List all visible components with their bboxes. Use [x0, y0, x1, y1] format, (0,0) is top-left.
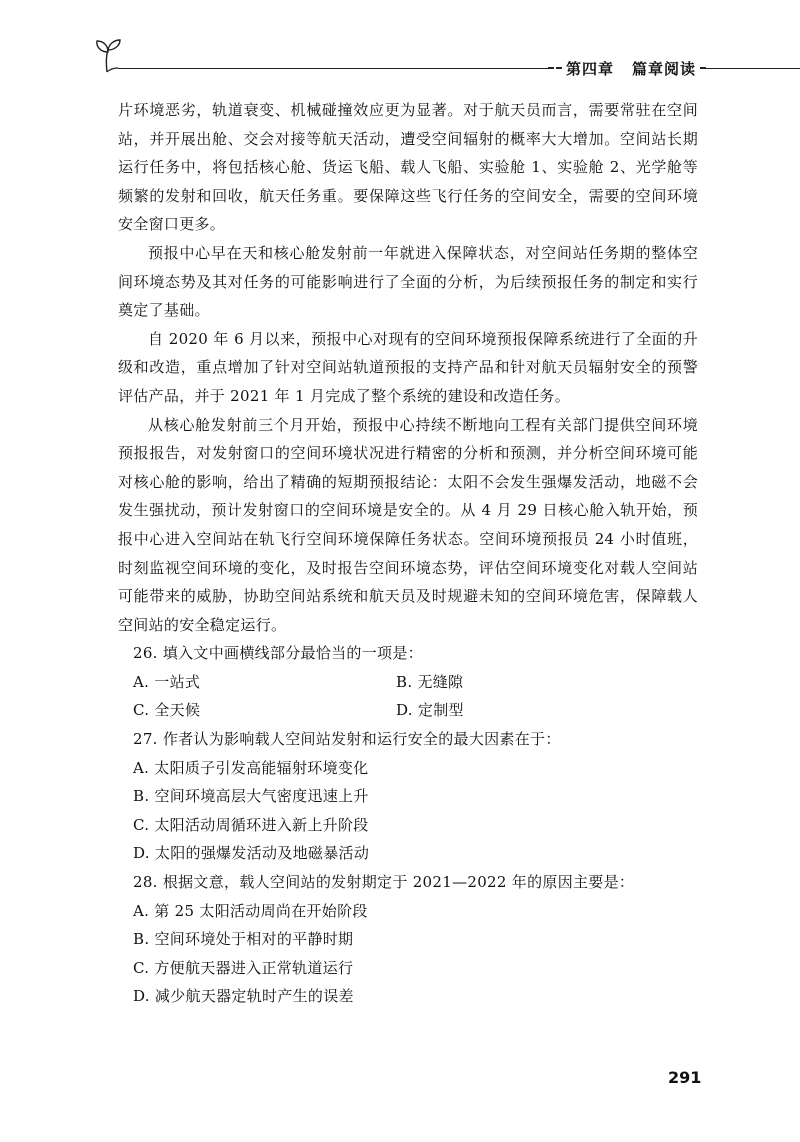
- option-c: C. 全天候: [133, 701, 201, 720]
- header-dash: [548, 67, 554, 69]
- page-header: [0, 38, 800, 88]
- section-label: 篇章阅读: [632, 60, 697, 78]
- header-dash: [556, 67, 562, 69]
- option-d: D. 减少航天器定轨时产生的误差: [133, 987, 354, 1006]
- option-b: B. 无缝隙: [396, 672, 464, 691]
- option-row: [118, 696, 698, 725]
- chapter-label: 第四章: [566, 60, 615, 78]
- paragraph-3: 自 2020 年 6 月以来，预报中心对现有的空间环境预报保障系统进行了全面的升级和改造，重点增加了针对空间站轨道预报的支持产品和针对航天员辐射安全的预警评估产品，并于 2021 年 1 月完成了整个系统的建设和改造任务。: [118, 329, 698, 405]
- question-27: [118, 725, 698, 868]
- option-row: [118, 668, 698, 697]
- question-26: [118, 639, 698, 725]
- option-d: D. 定制型: [396, 701, 464, 720]
- page-body: [118, 96, 698, 1011]
- header-rule-left: [118, 68, 554, 69]
- page-number: 291: [668, 1068, 702, 1087]
- option-c: C. 方便航天器进入正常轨道运行: [133, 958, 354, 977]
- paragraph-4: 从核心舱发射前三个月开始，预报中心持续不断地向工程有关部门提供空间环境预报报告，对发射窗口的空间环境状况进行精密的分析和预测，并分析空间环境可能对核心舱的影响，给出了精确的短期预报结论：太阳不会发生强爆发活动，地磁不会发生强扰动，预计发射窗口的空间环境是安全的。从 4 月 29 日核心舱入轨开始，预报中心进入空间站在轨飞行空间环境保障任务状态。空间环境预报员 24 小时值班，时刻监视空间环境的变化，及时报告空间环境态势，评估空间环境变化对载人空间站可能带来的威胁，协助空间站系统和航天员及时规避未知的空间环境危害，保障载人空间站的安全稳定运行。: [118, 415, 698, 634]
- question-stem: 26. 填入文中画横线部分最恰当的一项是：: [133, 644, 423, 663]
- paragraph-1: 片环境恶劣，轨道衰变、机械碰撞效应更为显著。对于航天员而言，需要常驻在空间站，并开展出舱、交会对接等航天活动，遭受空间辐射的概率大大增加。空间站长期运行任务中，将包括核心舱、货运飞船、载人飞船、实验舱 1、实验舱 2、光学舱等频繁的发射和回收，航天任务重。要保障这些飞行任务的空间安全，需要的空间环境安全窗口更多。: [118, 101, 698, 234]
- question-28: [118, 868, 698, 1011]
- header-rule-right: [706, 68, 800, 69]
- option-b: B. 空间环境高层大气密度迅速上升: [133, 787, 369, 806]
- option-b: B. 空间环境处于相对的平静时期: [133, 930, 354, 949]
- question-stem: 27. 作者认为影响载人空间站发射和运行安全的最大因素在于：: [133, 730, 561, 749]
- option-a: A. 一站式: [133, 672, 201, 691]
- option-c: C. 太阳活动周循环进入新上升阶段: [133, 815, 369, 834]
- question-stem: 28. 根据文意，载人空间站的发射期定于 2021—2022 年的原因主要是：: [133, 873, 635, 892]
- option-d: D. 太阳的强爆发活动及地磁暴活动: [133, 844, 370, 863]
- option-a: A. 太阳质子引发高能辐射环境变化: [133, 758, 369, 777]
- chapter-heading: [566, 58, 696, 79]
- paragraph-2: 预报中心早在天和核心舱发射前一年就进入保障状态，对空间站任务期的整体空间环境态势及其对任务的可能影响进行了全面的分析，为后续预报任务的制定和实行奠定了基础。: [118, 243, 698, 320]
- option-a: A. 第 25 太阳活动周尚在开始阶段: [133, 901, 368, 920]
